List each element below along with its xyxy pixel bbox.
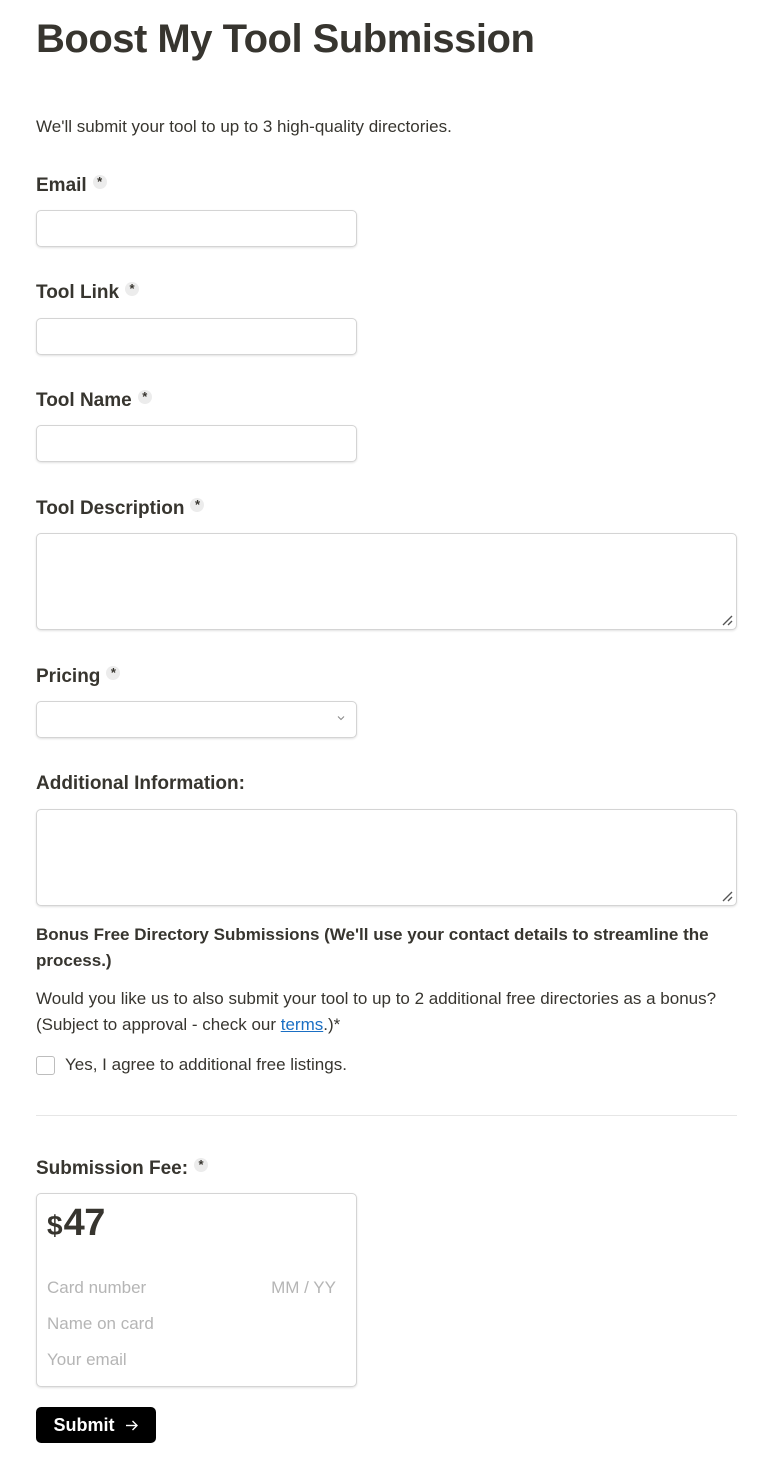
card-number-input[interactable]: Card number (47, 1278, 147, 1297)
payment-email-input[interactable]: Your email (47, 1350, 127, 1369)
required-asterisk: * (93, 175, 107, 189)
arrow-right-icon (124, 1418, 139, 1433)
page-title: Boost My Tool Submission (36, 17, 535, 61)
tool-description-label-text: Tool Description (36, 498, 185, 519)
email-label (36, 175, 107, 197)
terms-link[interactable]: terms (280, 1015, 324, 1034)
bonus-description (36, 986, 737, 1038)
additional-info-label-text: Additional Information: (36, 773, 245, 794)
additional-info-label (36, 773, 245, 795)
submit-label: Submit (53, 1414, 115, 1435)
resize-handle-icon[interactable] (721, 890, 733, 902)
section-divider (36, 1115, 737, 1116)
email-input[interactable] (36, 210, 357, 247)
bonus-text-end: .)* (323, 1015, 341, 1034)
tool-description-textarea[interactable] (36, 533, 737, 630)
price-display (47, 1202, 105, 1245)
tool-link-label-text: Tool Link (36, 282, 120, 303)
required-asterisk: * (106, 666, 120, 680)
bonus-heading: Bonus Free Directory Submissions (We'll use your contact details to streamline the process.) (36, 925, 709, 970)
payment-box (36, 1193, 357, 1387)
tool-description-label (36, 498, 204, 520)
required-asterisk: * (190, 498, 204, 512)
additional-info-textarea[interactable] (36, 809, 737, 906)
bonus-agree-label[interactable]: Yes, I agree to additional free listings. (65, 1055, 347, 1074)
form-description: We'll submit your tool to up to 3 high-quality directories. (36, 117, 452, 136)
card-expiry-input[interactable]: MM / YY (271, 1278, 336, 1297)
required-asterisk: * (138, 390, 152, 404)
email-label-text: Email (36, 175, 87, 196)
submit-button[interactable] (36, 1407, 156, 1443)
bonus-agree-checkbox[interactable] (36, 1056, 55, 1075)
submission-fee-label-text: Submission Fee: (36, 1158, 189, 1179)
tool-link-input[interactable] (36, 318, 357, 355)
submission-fee-label (36, 1158, 208, 1180)
tool-link-label (36, 282, 139, 304)
required-asterisk: * (194, 1158, 208, 1172)
price-currency: $ (47, 1210, 63, 1241)
pricing-label-text: Pricing (36, 666, 101, 687)
resize-handle-icon[interactable] (721, 614, 733, 626)
bonus-agree-row[interactable] (36, 1055, 347, 1075)
pricing-select[interactable] (36, 701, 357, 738)
tool-name-label (36, 390, 152, 412)
tool-name-label-text: Tool Name (36, 390, 132, 411)
price-amount: 47 (63, 1202, 105, 1244)
required-asterisk: * (125, 282, 139, 296)
pricing-label (36, 666, 120, 688)
chevron-down-icon (336, 713, 346, 723)
bonus-text: Would you like us to also submit your tool to up to 2 additional free directories as a bonus? (Subject to approval - check our (36, 989, 717, 1034)
name-on-card-input[interactable]: Name on card (47, 1314, 154, 1333)
tool-name-input[interactable] (36, 425, 357, 462)
